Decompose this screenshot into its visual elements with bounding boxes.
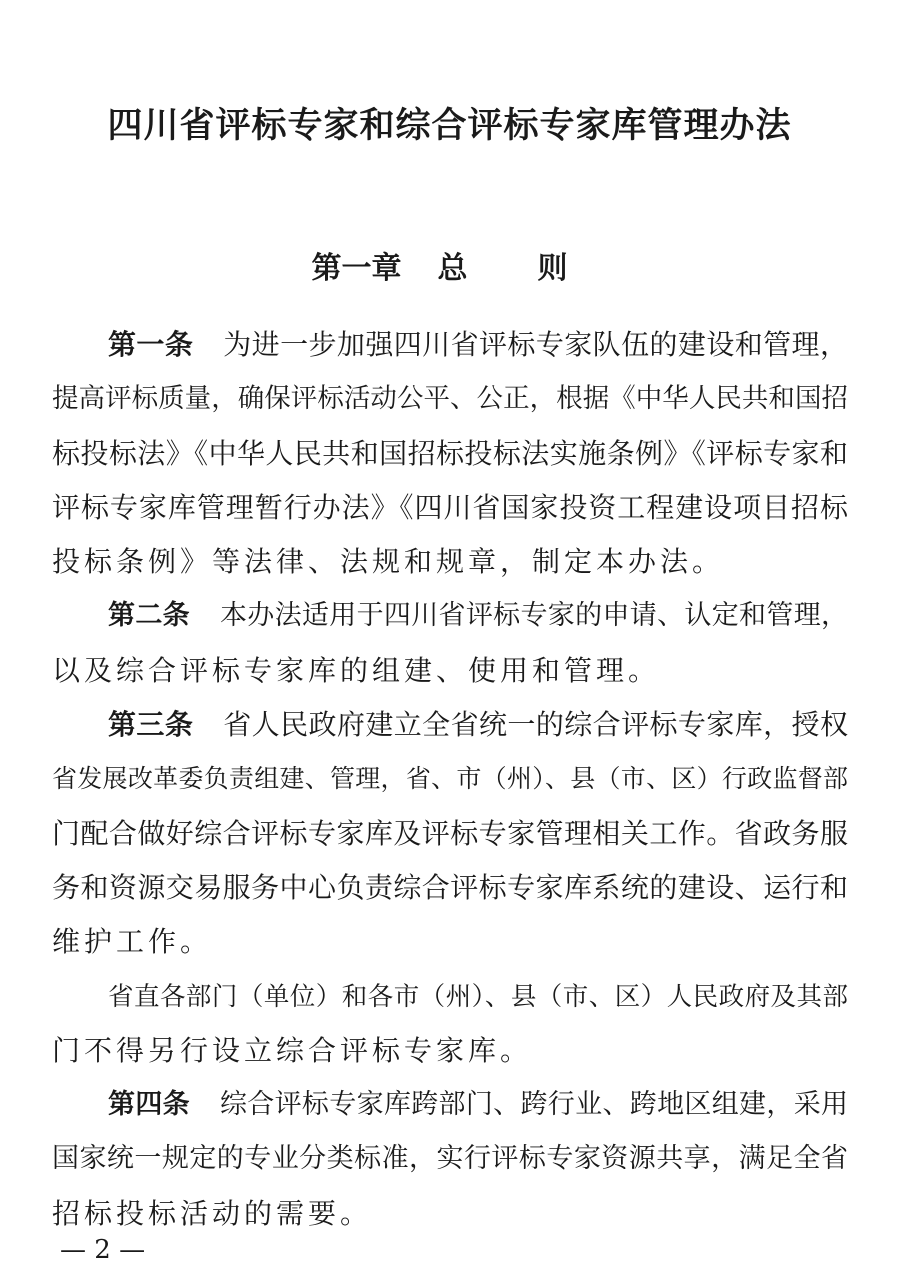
document-body xyxy=(52,318,848,1241)
text-line: 以及综合评标专家库的组建、使用和管理。 xyxy=(52,653,661,687)
text-line xyxy=(52,589,848,643)
text-line xyxy=(52,698,848,752)
chapter-name: 总 则 xyxy=(437,251,588,286)
text-line: 招标投标活动的需要。 xyxy=(52,1196,373,1230)
text-line: 国家统一规定的专业分类标准，实行评标专家资源共享，满足全省 xyxy=(52,1143,848,1175)
chapter-number: 第一章 xyxy=(311,251,402,286)
article-label: 第二条 xyxy=(108,600,190,632)
text-line: 务和资源交易服务中心负责综合评标专家库系统的建设、运行和 xyxy=(52,870,848,904)
text-line xyxy=(52,318,848,372)
text-line: 省发展改革委负责组建、管理，省、市（州）、县（市、区）行政监督部 xyxy=(52,764,848,794)
article-label: 第四条 xyxy=(108,1089,190,1121)
article-1 xyxy=(52,318,848,589)
text-line: 门不得另行设立综合评标专家库。 xyxy=(52,1033,533,1067)
article-4 xyxy=(52,1078,848,1241)
article-2 xyxy=(52,589,848,698)
line-text: 本办法适用于四川省评标专家的申请、认定和管理， xyxy=(219,600,849,632)
text-line: 维护工作。 xyxy=(52,925,213,959)
text-line: 标投标法》《中华人民共和国招标投标法实施条例》《评标专家和 xyxy=(52,436,848,470)
page-number: — 2 — xyxy=(60,1235,146,1265)
line-text: 为进一步加强四川省评标专家队伍的建设和管理， xyxy=(223,328,848,361)
text-line: 投标条例》等法律、法规和规章，制定本办法。 xyxy=(52,545,725,579)
line-text: 省人民政府建立全省统一的综合评标专家库，授权 xyxy=(223,708,848,742)
article-label: 第一条 xyxy=(108,328,194,361)
text-line xyxy=(52,1078,848,1132)
line-text: 综合评标专家库跨部门、跨行业、跨地区组建，采用 xyxy=(219,1089,849,1121)
chapter-heading xyxy=(0,243,899,287)
text-line: 省直各部门（单位）和各市（州）、县（市、区）人民政府及其部 xyxy=(108,981,848,1012)
article-label: 第三条 xyxy=(108,708,194,742)
text-line: 评标专家库管理暂行办法》《四川省国家投资工程建设项目招标 xyxy=(52,490,848,524)
text-line: 门配合做好综合评标专家库及评标专家管理相关工作。省政务服 xyxy=(52,816,848,850)
text-line: 提高评标质量，确保评标活动公平、公正，根据《中华人民共和国招 xyxy=(52,383,848,415)
article-3 xyxy=(52,698,848,969)
document-title: 四川省评标专家和综合评标专家库管理办法 xyxy=(107,105,792,146)
article-3-paragraph-2 xyxy=(52,970,848,1079)
